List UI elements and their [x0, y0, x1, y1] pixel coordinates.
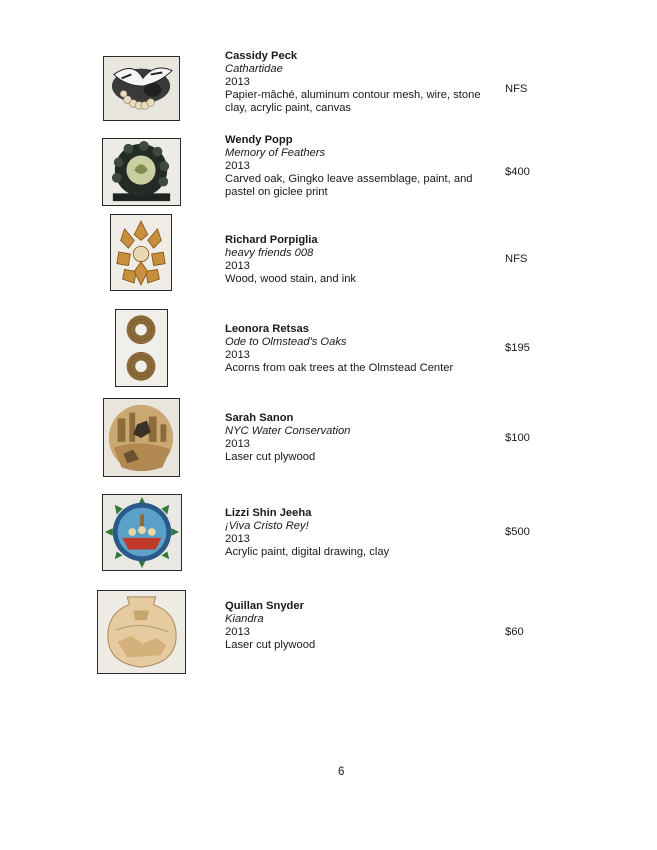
artwork-medium: Wood, wood stain, and ink: [225, 273, 357, 285]
page-number: 6: [338, 766, 345, 778]
artwork-medium: Acorns from oak trees at the Olmstead Center: [225, 362, 454, 374]
acorn-rings-image: [115, 309, 168, 387]
bird-sculpture-image: [103, 56, 180, 121]
artwork-title: NYC Water Conservation: [225, 425, 351, 437]
artist-name: Lizzi Shin Jeeha: [225, 507, 312, 519]
laser-cut-plywood-image: [103, 398, 180, 477]
artist-name: Wendy Popp: [225, 134, 293, 146]
artwork-year: 2013: [225, 626, 250, 638]
artwork-year: 2013: [225, 260, 250, 272]
painted-plate-image: [102, 494, 182, 571]
artwork-title: ¡Viva Cristo Rey!: [225, 520, 309, 532]
carved-oak-frame-image: [102, 138, 181, 206]
artwork-medium: Laser cut plywood: [225, 639, 316, 651]
artwork-year: 2013: [225, 438, 250, 450]
artwork-title: Ode to Olmstead's Oaks: [225, 336, 347, 348]
artist-name: Cassidy Peck: [225, 50, 298, 62]
artwork-title: Kiandra: [225, 613, 264, 625]
artwork-year: 2013: [225, 533, 250, 545]
artwork-title: Memory of Feathers: [225, 147, 326, 159]
artwork-medium: Acrylic paint, digital drawing, clay: [225, 546, 390, 558]
artist-name: Richard Porpiglia: [225, 234, 318, 246]
artwork-price: NFS: [505, 83, 528, 95]
artwork-price: $100: [505, 432, 530, 444]
entry-info: [225, 412, 490, 464]
artwork-price: $60: [505, 626, 524, 638]
wood-leaves-wreath-image: [110, 214, 172, 291]
artist-name: Quillan Snyder: [225, 600, 304, 612]
artwork-medium: Laser cut plywood: [225, 451, 316, 463]
entry-info: [225, 600, 490, 652]
artist-name: Leonora Retsas: [225, 323, 309, 335]
entry-info: [225, 50, 490, 115]
entry-info: [225, 234, 490, 286]
entry-info: [225, 507, 490, 559]
plywood-vase-image: [97, 590, 186, 674]
artwork-price: NFS: [505, 253, 528, 265]
artwork-title: heavy friends 008: [225, 247, 314, 259]
artwork-medium: Papier-mâché, aluminum contour mesh, wire, stone clay, acrylic paint, canvas: [225, 89, 481, 114]
artist-name: Sarah Sanon: [225, 412, 294, 424]
entry-info: [225, 323, 490, 375]
artwork-year: 2013: [225, 160, 250, 172]
entry-info: [225, 134, 490, 199]
artwork-price: $400: [505, 166, 530, 178]
artwork-medium: Carved oak, Gingko leave assemblage, paint, and pastel on giclee print: [225, 173, 473, 198]
artwork-price: $500: [505, 526, 530, 538]
artwork-year: 2013: [225, 76, 250, 88]
artwork-price: $195: [505, 342, 530, 354]
artwork-title: Cathartidae: [225, 63, 283, 75]
artwork-year: 2013: [225, 349, 250, 361]
